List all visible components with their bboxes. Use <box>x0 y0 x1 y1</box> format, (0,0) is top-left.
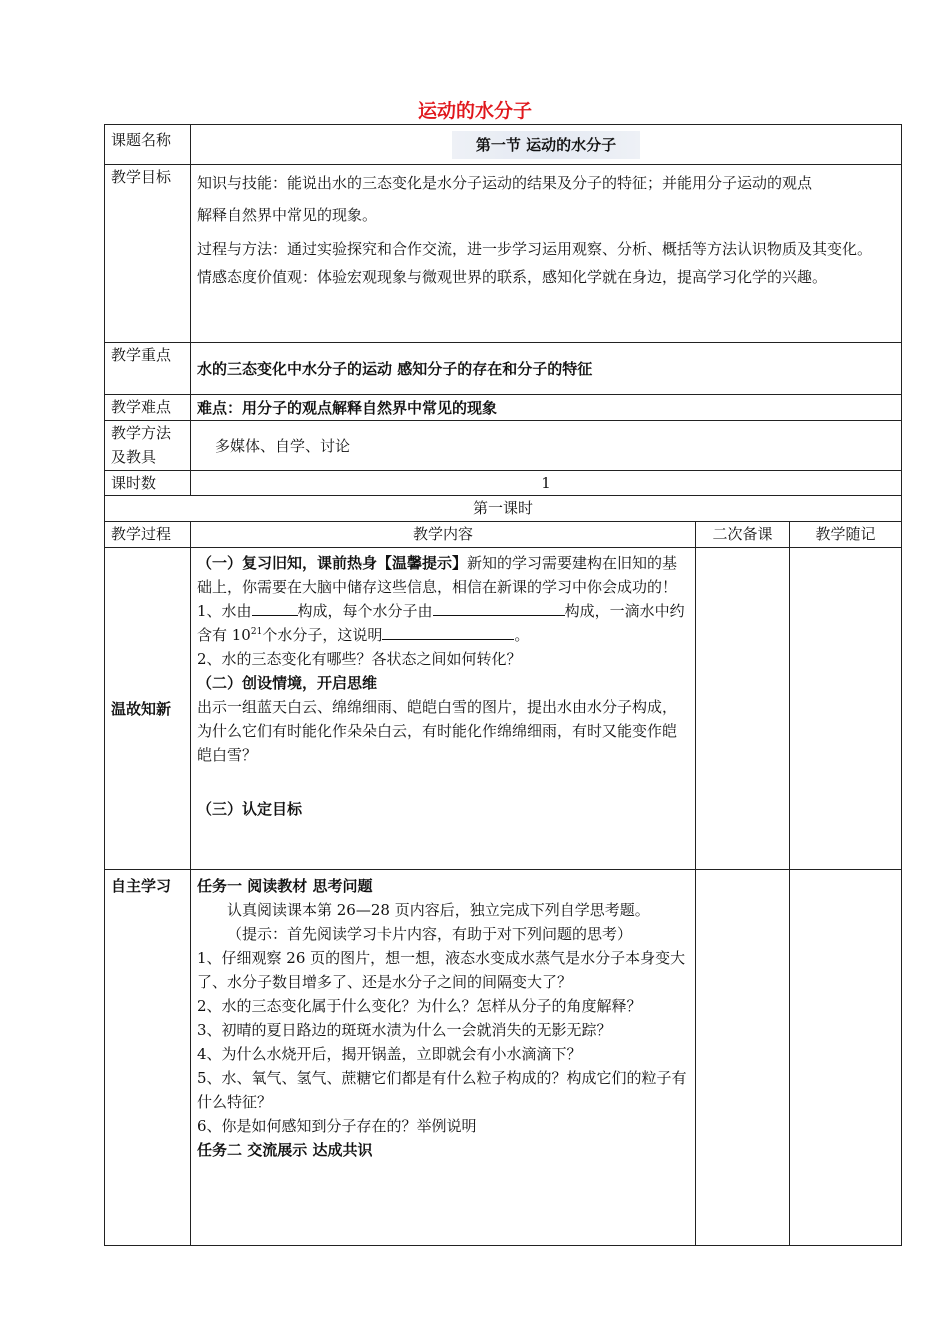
key-points-value: 水的三态变化中水分子的运动 感知分子的存在和分子的特征 <box>191 343 902 395</box>
goal-emotion: 情感态度价值观：体验宏观现象与微观世界的联系，感知化学就在身边，提高学习化学的兴趣。 <box>197 268 828 286</box>
self-study-q2: 2、水的三态变化属于什么变化？为什么？怎样从分子的角度解释？ <box>197 997 642 1015</box>
row-key-points <box>105 343 902 395</box>
row-topic <box>105 125 902 165</box>
topic-value: 第一节 运动的水分子 <box>452 131 640 159</box>
task1-heading: 任务一 阅读教材 思考问题 <box>197 877 373 895</box>
review-q1-d: 个水分子，这说明 <box>262 626 383 644</box>
goal-process: 过程与方法：通过实验探究和合作交流，进一步学习运用观察、分析、概括等方法认识物质及其变化。 <box>197 240 873 258</box>
self-study-q5: 5、水、氧气、氢气、蔗糖它们都是有什么粒子构成的？构成它们的粒子有什么特征？ <box>197 1069 687 1111</box>
review-part1 <box>197 551 689 599</box>
review-q1-e: 。 <box>514 626 530 644</box>
document-title: 运动的水分子 <box>417 100 532 122</box>
hours-value: 1 <box>191 471 902 496</box>
label-topic: 课题名称 <box>105 125 191 165</box>
task1-intro: 认真阅读课本第 26—28 页内容后，独立完成下列自学思考题。 <box>227 901 650 919</box>
label-goals: 教学目标 <box>105 165 191 343</box>
goal-knowledge-line2: 解释自然界中常见的现象。 <box>197 206 378 224</box>
blank-1[interactable] <box>252 599 298 616</box>
row-headers <box>105 522 902 548</box>
label-difficulty: 教学难点 <box>105 395 191 421</box>
header-content: 教学内容 <box>191 522 696 548</box>
review-part2-text: 出示一组蓝天白云、绵绵细雨、皑皑白雪的图片，提出水由水分子构成，为什么它们有时能化作朵朵白云，有时能化作绵绵细雨，有时又能变作皑皑白雪？ <box>197 698 678 764</box>
goal-knowledge-line1: 知识与技能：能说出水的三态变化是水分子运动的结果及分子的特征；并能用分子运动的观点 <box>197 174 813 192</box>
self-study-second-prep <box>696 870 790 1246</box>
review-notes <box>790 548 902 870</box>
stage-self-study: 自主学习 <box>105 870 191 1246</box>
blank-3[interactable] <box>382 623 514 640</box>
self-study-q3: 3、初晴的夏日路边的斑斑水渍为什么一会就消失的无影无踪？ <box>197 1021 612 1039</box>
review-q1-b: 构成，每个水分子由 <box>297 602 433 620</box>
difficulty-value: 难点：用分子的观点解释自然界中常见的现象 <box>191 395 902 421</box>
method-value: 多媒体、自学、讨论 <box>191 421 902 471</box>
review-q1-a: 1、水由 <box>197 602 252 620</box>
row-self-study <box>105 870 902 1246</box>
review-part1-text: 新知的学习需要建构在旧知的基础上，你需要在大脑中储存这些信息，相信在新课的学习中你会成功的！ <box>197 554 678 596</box>
header-notes: 教学随记 <box>790 522 902 548</box>
row-hours <box>105 471 902 496</box>
stage-review: 温故知新 <box>105 548 191 870</box>
review-part1-heading: （一）复习旧知，课前热身【温馨提示】 <box>197 554 468 572</box>
row-difficulty <box>105 395 902 421</box>
goals-cell <box>191 165 902 343</box>
header-second-prep: 二次备课 <box>696 522 790 548</box>
label-hours: 课时数 <box>105 471 191 496</box>
period-label: 第一课时 <box>105 496 902 522</box>
label-method: 教学方法及教具 <box>105 421 191 471</box>
self-study-q6: 6、你是如何感知到分子存在的？举例说明 <box>197 1117 477 1135</box>
review-q2: 2、水的三态变化有哪些？各状态之间如何转化？ <box>197 650 522 668</box>
row-goals <box>105 165 902 343</box>
lesson-plan-table <box>104 124 902 1246</box>
self-study-content <box>191 870 696 1246</box>
review-part2-heading: （二）创设情境，开启思维 <box>197 674 378 692</box>
topic-cell <box>191 125 902 165</box>
review-content <box>191 548 696 870</box>
row-review <box>105 548 902 870</box>
self-study-q4: 4、为什么水烧开后，揭开锅盖，立即就会有小水滴滴下？ <box>197 1045 582 1063</box>
review-q1 <box>197 599 689 647</box>
review-part3-heading: （三）认定目标 <box>197 800 303 818</box>
task2-heading: 任务二 交流展示 达成共识 <box>197 1141 373 1159</box>
task1-hint: （提示：首先阅读学习卡片内容，有助于对下列问题的思考） <box>227 925 633 943</box>
review-q1-c: 构成，一滴水中约含有 10 <box>197 602 685 644</box>
review-q1-exponent: 21 <box>250 627 263 637</box>
row-period <box>105 496 902 522</box>
self-study-notes <box>790 870 902 1246</box>
header-process: 教学过程 <box>105 522 191 548</box>
review-second-prep <box>696 548 790 870</box>
blank-2[interactable] <box>433 599 565 616</box>
label-key-points: 教学重点 <box>105 343 191 395</box>
row-method <box>105 421 902 471</box>
self-study-q1: 1、仔细观察 26 页的图片，想一想，液态水变成水蒸气是水分子本身变大了、水分子数目增多了、还是水分子之间的间隔变大了？ <box>197 949 686 991</box>
